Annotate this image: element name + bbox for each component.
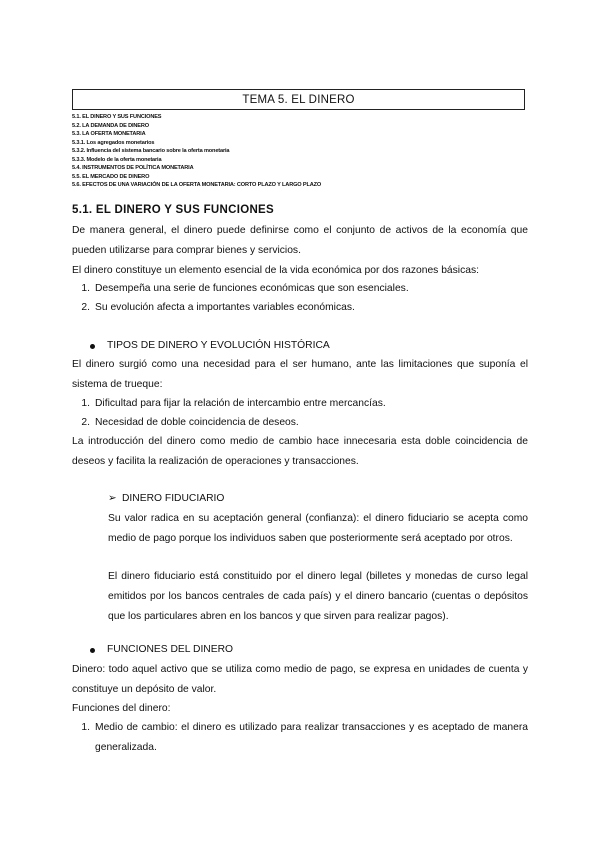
fiduciario-paragraph: Su valor radica en su aceptación general (confianza): el dinero fiduciario se acepta como medio de pago porque los individuos saben que posteriormente será aceptado por otros. (108, 513, 528, 544)
toc-item: 5.4. INSTRUMENTOS DE POLÍTICA MONETARIA (72, 165, 194, 172)
funciones-definition: Dinero: todo aquel activo que se utiliza como medio de pago, se expresa en unidades de cuenta y constituye un depósito de valor. (72, 664, 528, 695)
toc-item: 5.1. EL DINERO Y SUS FUNCIONES (72, 114, 162, 120)
bullet-dot-icon (90, 648, 95, 653)
list-text: Medio de cambio: el dinero es utilizado para realizar transacciones y es aceptado de manera generalizada. (95, 722, 528, 753)
intro-paragraph: De manera general, el dinero puede definirse como el conjunto de activos de la economía que pueden utilizarse para comprar bienes y servicios. (72, 225, 528, 256)
list-number: 2. (81, 302, 90, 313)
list-number: 1. (81, 283, 90, 294)
list-number: 2. (81, 417, 90, 428)
section-heading: 5.1. EL DINERO Y SUS FUNCIONES (72, 204, 274, 216)
toc-item: 5.3.2. Influencia del sistema bancario sobre la oferta monetaria (72, 148, 230, 155)
toc-item: 5.2. LA DEMANDA DE DINERO (72, 122, 149, 129)
list-text: Su evolución afecta a importantes variables económicas. (95, 302, 355, 313)
list-number: 1. (81, 398, 90, 409)
list-text: Desempeña una serie de funciones económicas que son esenciales. (95, 283, 409, 294)
toc-item: 5.3.3. Modelo de la oferta monetaria (72, 156, 162, 163)
list-number: 1. (81, 722, 90, 733)
arrow-bullet-icon: ➢ (108, 493, 117, 504)
toc-item: 5.3. LA OFERTA MONETARIA (72, 131, 146, 138)
bullet-dot-icon (90, 344, 95, 349)
fiduciario-heading-text: DINERO FIDUCIARIO (122, 493, 225, 504)
toc-item: 5.5. EL MERCADO DE DINERO (72, 173, 150, 180)
list-text: Dificultad para fijar la relación de intercambio entre mercancías. (95, 398, 386, 409)
toc-item: 5.3.1. Los agregados monetarios (72, 139, 155, 146)
bullet-text: TIPOS DE DINERO Y EVOLUCIÓN HISTÓRICA (107, 340, 330, 351)
intro-reasons-lead: El dinero constituye un elemento esencial de la vida económica por dos razones básicas: (72, 265, 479, 276)
tipos-paragraph: El dinero surgió como una necesidad para el ser humano, ante las limitaciones que suponía el sistema de trueque: (72, 359, 528, 390)
table-of-contents (72, 113, 532, 190)
bullet-text: FUNCIONES DEL DINERO (107, 644, 234, 655)
tipos-paragraph-2: La introducción del dinero como medio de cambio hace innecesaria esta doble coincidencia de deseos y facilita la realización de operaciones y transacciones. (72, 436, 528, 467)
funciones-label: Funciones del dinero: (72, 703, 171, 714)
fiduciario-paragraph-2: El dinero fiduciario está constituido por el dinero legal (billetes y monedas de curso legal emitidos por los bancos centrales de cada país) y el dinero bancario (cuentas o depósitos que los particulares abren en los bancos y que sirven para realizar pagos). (108, 571, 528, 622)
fiduciario-heading (108, 489, 224, 509)
toc-item: 5.6. EFECTOS DE UNA VARIACIÓN DE LA OFERTA MONETARIA: CORTO PLAZO Y LARGO PLAZO (72, 182, 322, 189)
list-text: Necesidad de doble coincidencia de deseos. (95, 417, 299, 428)
document-title: TEMA 5. EL DINERO (72, 89, 525, 110)
